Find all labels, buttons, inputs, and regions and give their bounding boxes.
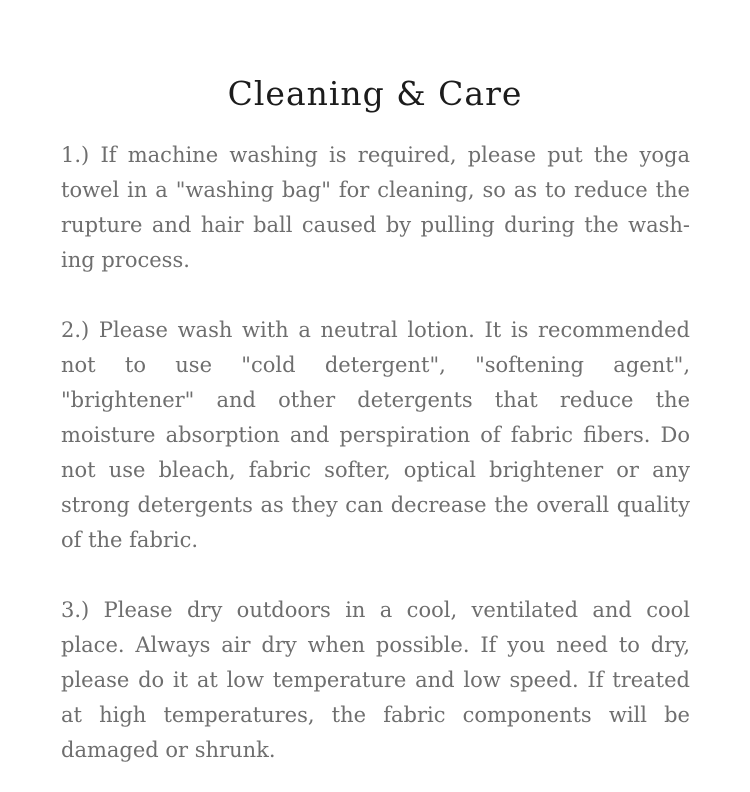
- instruction-paragraph-1: 1.) If machine washing is required, please put the yoga towel in a "washing bag" for cleaning, so as to reduce the rupture and hair ball caused by pulling during the washing process.: [61, 143, 690, 272]
- instruction-paragraph-3: 3.) Please dry outdoors in a cool, ventilated and cool place. Always air dry when possible. If you need to dry, please do it at low temperature and low speed. If treated at high temperatures, the fabric components will be damaged or shrunk.: [61, 598, 690, 762]
- instructions-body: [61, 138, 690, 768]
- page-title: Cleaning & Care: [227, 74, 523, 113]
- instruction-paragraph-2: 2.) Please wash with a neutral lotion. It is recommended not to use "cold detergent", "softening agent", "brightener" and other detergents that reduce the moisture absorption and perspiration of fabric fibers. Do not use bleach, fabric softer, optical brightener or any strong detergents as they can decrease the overall quality of the fabric.: [61, 318, 690, 552]
